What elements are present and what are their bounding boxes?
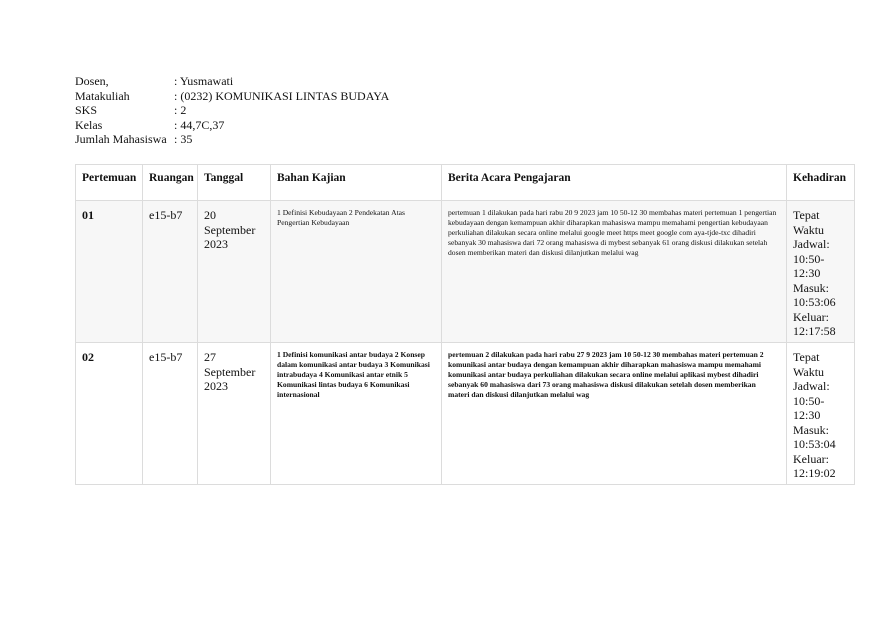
cell-pertemuan: 01 — [76, 201, 143, 343]
matakuliah-label: Matakuliah — [75, 88, 130, 103]
header-bahan-kajian: Bahan Kajian — [271, 165, 442, 201]
header-pertemuan: Pertemuan — [76, 165, 143, 201]
header-tanggal: Tanggal — [198, 165, 271, 201]
kehadiran-jadwal: Jadwal: 10:50-12:30 — [793, 379, 830, 422]
kelas-row — [75, 118, 389, 133]
dosen-value: : Yusmawati — [174, 74, 233, 89]
matakuliah-row — [75, 89, 389, 104]
cell-pertemuan: 02 — [76, 343, 143, 485]
table-row — [76, 201, 855, 343]
dosen-label: Dosen, — [75, 74, 109, 88]
sks-row — [75, 103, 389, 118]
jumlah-value: : 35 — [174, 132, 192, 147]
kelas-label: Kelas — [75, 117, 103, 132]
kehadiran-keluar: Keluar: 12:19:02 — [793, 451, 836, 480]
cell-berita-acara: pertemuan 2 dilakukan pada hari rabu 27 9 2023 jam 10 50-12 30 membahas materi pertemuan 2 komunikasi antar budaya dengan kemampuan akhir diharapkan mahasiswa mampu memahami komunikasi antar budaya perkuliahan dilakukan secara online melalui aplikasi mybest dihadiri sebanyak 60 mahasiswa dari 73 orang mahasiswa diskusi dilakukan setelah dosen memberikan materi dan diskusi dilanjutkan melalui wag — [442, 343, 787, 485]
kehadiran-jadwal: Jadwal: 10:50-12:30 — [793, 237, 830, 280]
cell-tanggal: 27 September 2023 — [198, 343, 271, 485]
matakuliah-value: : (0232) KOMUNIKASI LINTAS BUDAYA — [174, 89, 389, 104]
sks-value: : 2 — [174, 103, 186, 118]
jumlah-row — [75, 132, 389, 147]
header-kehadiran: Kehadiran — [787, 165, 855, 201]
kehadiran-masuk: Masuk: 10:53:04 — [793, 422, 836, 451]
header-ruangan: Ruangan — [143, 165, 198, 201]
sks-label: SKS — [75, 103, 98, 118]
cell-tanggal: 20 September 2023 — [198, 201, 271, 343]
cell-berita-acara: pertemuan 1 dilakukan pada hari rabu 20 9 2023 jam 10 50-12 30 membahas materi pertemuan 1 pengertian kebudayaan dengan kemampuan akhir diharapkan mahasiswa mampu memahami pengertian kebudayaan perkuliahan dilakukan secara online melalui google meet https meet google com aya-tjde-txc dihadiri sebanyak 30 mahasiswa dari 72 orang mahasiswa di mybest sebanyak 61 orang diskusi dilakukan setelah dosen memberikan materi dan diskusi dilanjutkan melalui wag — [442, 201, 787, 343]
dosen-row — [75, 74, 389, 89]
table-header-row — [76, 165, 855, 201]
jumlah-label: Jumlah Mahasiswa — [75, 132, 167, 147]
kehadiran-masuk: Masuk: 10:53:06 — [793, 280, 836, 309]
attendance-table — [75, 164, 855, 485]
kehadiran-status: Tepat Waktu — [793, 208, 825, 237]
header-berita-acara: Berita Acara Pengajaran — [442, 165, 787, 201]
kelas-value: : 44,7C,37 — [174, 118, 224, 133]
cell-ruangan: e15-b7 — [143, 201, 198, 343]
kehadiran-status: Tepat Waktu — [793, 350, 825, 379]
cell-kehadiran — [787, 201, 855, 343]
table-row — [76, 343, 855, 485]
cell-ruangan: e15-b7 — [143, 343, 198, 485]
cell-bahan-kajian: 1 Definisi komunikasi antar budaya 2 Konsep dalam komunikasi antar budaya 3 Komunikasi intrabudaya 4 Komunikasi antar etnik 5 Komunikasi lintas budaya 6 Komunikasi internasional — [271, 343, 442, 485]
cell-bahan-kajian: 1 Definisi Kebudayaan 2 Pendekatan Atas Pengertian Kebudayaan — [271, 201, 442, 343]
kehadiran-keluar: Keluar: 12:17:58 — [793, 309, 836, 338]
course-info — [75, 74, 389, 147]
cell-kehadiran — [787, 343, 855, 485]
